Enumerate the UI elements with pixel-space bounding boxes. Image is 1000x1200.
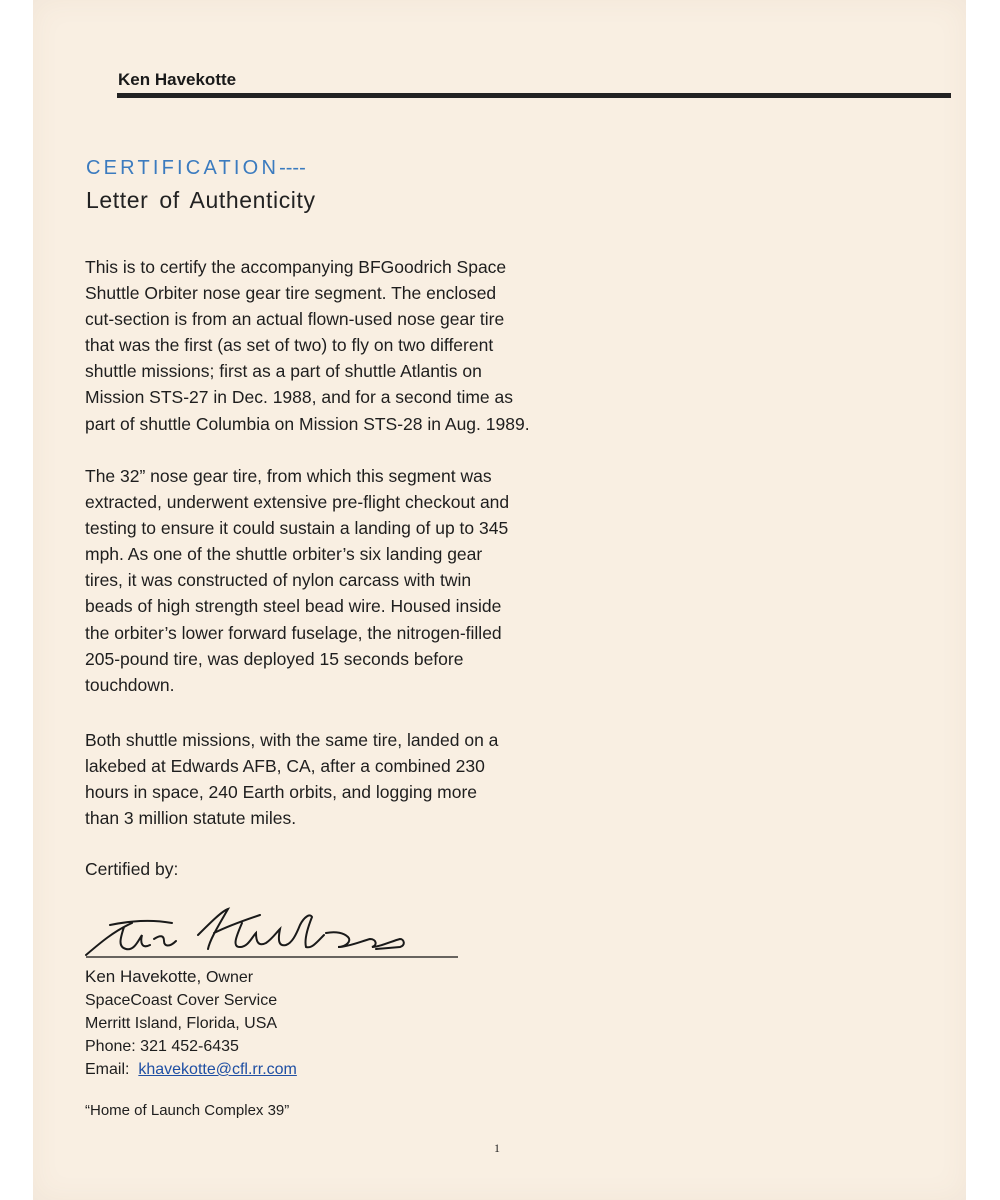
paragraph-line: lakebed at Edwards AFB, CA, after a combined 230 (85, 756, 485, 777)
letterhead-name: Ken Havekotte (118, 70, 237, 89)
paragraph-line: The 32” nose gear tire, from which this segment was (85, 466, 492, 486)
signer-location: Merritt Island, Florida, USA (85, 1015, 278, 1032)
email-label: Email: (85, 1061, 130, 1078)
certified-by-label: Certified by: (85, 859, 179, 879)
paragraph-line: mph. As one of the shuttle orbiter’s six landing gear (85, 544, 483, 565)
paragraph-line: than 3 million statute miles. (85, 808, 297, 829)
phone-label: Phone: (85, 1038, 136, 1055)
paragraph-line: testing to ensure it could sustain a landing of up to 345 (85, 518, 509, 539)
signer-phone-line (85, 1035, 485, 1058)
paragraph-line: This is to certify the accompanying BFGoodrich Space (85, 257, 507, 277)
page-number: 1 (494, 1141, 500, 1155)
paragraph-line: Shuttle Orbiter nose gear tire segment. The enclosed (85, 283, 497, 304)
signature-image (80, 905, 460, 965)
paragraph-line: that was the first (as set of two) to fly on two different (85, 335, 494, 356)
paragraph-2 (85, 463, 605, 698)
paragraph-1 (85, 254, 605, 437)
signer-name-line (85, 965, 485, 989)
paragraph-line: hours in space, 240 Earth orbits, and logging more (85, 782, 478, 803)
certification-title: CERTIFICATION (86, 157, 280, 179)
paragraph-line: Both shuttle missions, with the same tire, landed on a (85, 730, 499, 750)
paragraph-3 (85, 727, 605, 831)
paragraph-line: cut-section is from an actual flown-used nose gear tire (85, 309, 505, 330)
signer-company: SpaceCoast Cover Service (85, 992, 278, 1009)
paragraph-line: shuttle missions; first as a part of shuttle Atlantis on (85, 361, 482, 382)
paragraph-line: tires, it was constructed of nylon carcass with twin (85, 570, 472, 591)
signer-name: Ken Havekotte, (85, 967, 202, 986)
letterhead-rule (117, 93, 951, 98)
certification-heading (86, 157, 306, 180)
motto: “Home of Launch Complex 39” (85, 1102, 290, 1119)
phone-number: 321 452-6435 (140, 1038, 239, 1055)
paragraph-line: 205-pound tire, was deployed 15 seconds before (85, 648, 464, 669)
paragraph-line: part of shuttle Columbia on Mission STS-28 in Aug. 1989. (85, 413, 530, 434)
signer-role: Owner (205, 969, 254, 986)
email-link[interactable]: khavekotte@cfl.rr.com (138, 1061, 297, 1078)
certification-dashes: ---- (279, 157, 306, 179)
letter-subtitle: Letter of Authenticity (86, 187, 316, 213)
paragraph-line: extracted, underwent extensive pre-flight checkout and (85, 492, 510, 513)
paragraph-line: Mission STS-27 in Dec. 1988, and for a second time as (85, 387, 513, 408)
paragraph-line: the orbiter’s lower forward fuselage, the nitrogen-filled (85, 622, 502, 643)
paragraph-line: touchdown. (85, 674, 175, 695)
signer-email-line (85, 1058, 485, 1081)
paragraph-line: beads of high strength steel bead wire. Housed inside (85, 596, 502, 617)
